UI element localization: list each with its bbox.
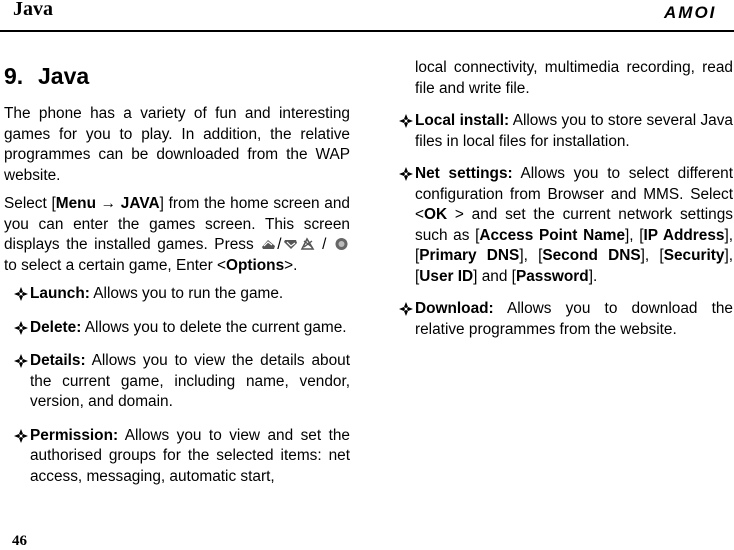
diamond-bullet-icon bbox=[398, 301, 414, 317]
section-number: 9. bbox=[4, 63, 24, 89]
select-paragraph: Select [Menu → JAVA] from the home screen and you can enter the games screen. This screen displays the installed games. Press / / to select a certain game, Enter <Options>. bbox=[4, 195, 350, 274]
delete-label: Delete: bbox=[30, 318, 82, 336]
amoi-logo bbox=[662, 2, 732, 22]
diamond-bullet-icon bbox=[13, 428, 29, 444]
launch-label: Launch: bbox=[30, 285, 90, 302]
header-title: Java bbox=[13, 0, 53, 20]
intro-paragraph: The phone has a variety of fun and interesting games for you to play. In addition, the relative programmes can be downloaded from the WAP website. bbox=[4, 105, 350, 184]
svg-text:AMOI: AMOI bbox=[664, 3, 717, 22]
diamond-bullet-icon bbox=[398, 166, 414, 182]
download-label: Download: bbox=[415, 300, 494, 317]
menu-label: Menu bbox=[55, 195, 96, 212]
scroll-key-icon bbox=[299, 237, 316, 251]
list-item-delete: Delete: Allows you to delete the current game. bbox=[4, 318, 350, 339]
up-key-icon bbox=[260, 237, 277, 251]
navigation-key-icon bbox=[333, 237, 350, 251]
list-item-launch: Launch: Allows you to run the game. bbox=[4, 284, 350, 305]
permission-continuation: local connectivity, multimedia recording, read file and write file. bbox=[415, 59, 733, 97]
left-column bbox=[4, 56, 350, 500]
net-settings-label: Net settings: bbox=[415, 165, 513, 182]
list-item-download: Download: Allows you to download the relative programmes from the website. bbox=[415, 299, 733, 340]
section-title: Java bbox=[38, 63, 90, 89]
section-heading bbox=[4, 62, 350, 90]
list-item-details: Details: Allows you to view the details about the current game, including name, vendor, version, and domain. bbox=[4, 351, 350, 413]
header-rule bbox=[0, 30, 734, 32]
diamond-bullet-icon bbox=[13, 286, 29, 302]
right-column bbox=[415, 58, 733, 352]
page-number: 46 bbox=[12, 533, 27, 549]
java-label: JAVA bbox=[120, 195, 160, 212]
down-key-icon bbox=[282, 237, 299, 251]
permission-label: Permission: bbox=[30, 426, 119, 444]
options-label: Options bbox=[226, 256, 285, 274]
list-item-net-settings: Net settings: Allows you to select different configuration from Browser and MMS. Select <OK > and set the current network settings such as [Access Point Name], [IP Address], [Primary DNS], [Second DNS], [Security], [User ID] and [Password]. bbox=[415, 164, 733, 287]
diamond-bullet-icon bbox=[398, 113, 414, 129]
diamond-bullet-icon bbox=[13, 353, 29, 369]
local-install-label: Local install: bbox=[415, 112, 510, 129]
details-label: Details: bbox=[30, 352, 86, 369]
list-item-permission: Permission: Allows you to view and set the authorised groups for the selected items: net access, messaging, automatic start, bbox=[4, 426, 350, 488]
list-item-local-install: Local install: Allows you to store several Java files in local files for installation. bbox=[415, 111, 733, 152]
diamond-bullet-icon bbox=[13, 320, 29, 336]
